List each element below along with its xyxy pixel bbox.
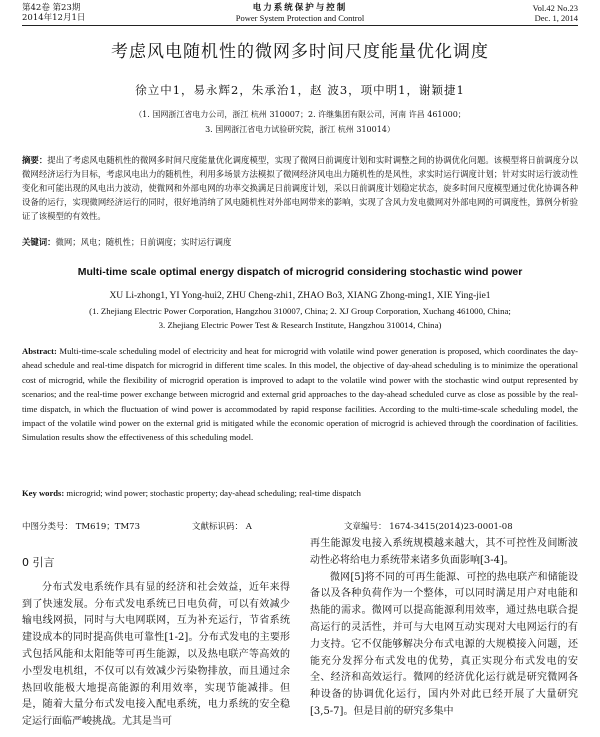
keywords-cn [22, 236, 578, 248]
section-heading: 0 引言 [22, 556, 55, 569]
keywords-en-label: Key words: [22, 488, 65, 498]
abstract-en-text: Multi-time-scale scheduling model of electricity and heat for microgrid with volatile wind power generation is proposed, which coordinates the day-ahead schedule and real-time dispatch for microgrid in different time scales. In this model, the objective of day-ahead scheduling is to minimize the operational cost of microgrid, while the flexibility of microgrid operation is improved to adapt to the volatile wind power with the stochastic wind output represented by scenarios; and the real-time power exchange between microgrid and external grid approaches to the day-ahead scheduled curve as close as possible by the real-time dispatch, in which the fluctuation of wind power is accommodated by rapid response facilities. According to the multi-time-scale scheduling model, the impact of the volatile wind power on the external grid is mitigated while the economic operation of microgrid is achieved through the coordination of facilities. Simulation results show the effectiveness of this scheduling model. [22, 346, 579, 443]
volume-issue-cn: 第42卷 第23期 [22, 3, 81, 13]
keywords-en [22, 488, 578, 498]
document-code: 文献标识码： A [192, 522, 252, 532]
issue-date-cn: 2014年12月1日 [22, 13, 86, 23]
abstract-en [22, 344, 578, 445]
affiliation-cn-2: 3. 国网浙江省电力试验研究院，浙江 杭州 310014） [205, 125, 395, 134]
authors-cn: 徐立中1，易永辉2，朱承治1，赵 波3，项中明1，谢颖捷1 [135, 83, 465, 97]
keywords-cn-label: 关键词： [22, 237, 56, 247]
body-column-right [310, 536, 578, 721]
body-paragraph: 分布式发电系统作具有显的经济和社会效益，近年来得到了快速发展。分布式发电系统已日电负荷，可以有效减少输电线网损，同时与大电网联网，互为补充运行，节省系统建设成本的同时提高供电可靠性[1-2]。分布式发电的主要形式包括风能和太阳能等可再生能源，以及热电联产等高效的小型发电机组，不仅可以有效减少污染物排放，而且通过余热回收能极大地提高能源的利用效率，实现节能减排。但是，随着大量分布式发电接入配电系统，电力系统的安全稳定运行面临严峻挑战。尤其是当可 [22, 581, 290, 728]
running-header [22, 3, 578, 26]
paper-title-cn: 考虑风电随机性的微网多时间尺度能量优化调度 [111, 42, 489, 62]
body-paragraph: 微网[5]将不同的可再生能源、可控的热电联产和储能设备以及各种负荷作为一个整体，可以同时满足用户对电能和热能的需求。微网可以提高能源利用效率，通过热电联合提高运行的灵活性，并可与大电网互动实现对大电网运行的有力支持。它不仅能够解决分布式电源的大规模接入问题，还能充分发挥分布式发电的优势，真正实现分布式发电的安全、经济和高效运行。微网的经济优化运行就是研究微网各种设备的协调优化运行，国内外对此已经开展了大量研究[3,5-7]。但是目前的研究多集中 [310, 571, 578, 717]
clc-number: 中图分类号： TM619；TM73 [22, 522, 140, 532]
journal-name-cn: 电力系统保护与控制 [252, 3, 348, 13]
paper-title-en: Multi-time scale optimal energy dispatch of microgrid considering stochastic wind power [77, 266, 523, 278]
journal-name-en: Power System Protection and Control [235, 13, 365, 23]
authors-en: XU Li-zhong1, YI Yong-hui2, ZHU Cheng-zhi1, ZHAO Bo3, XIANG Zhong-ming1, XIE Ying-jie1 [109, 291, 491, 301]
classification-line [22, 520, 578, 532]
affiliation-cn-1: （1. 国网浙江省电力公司，浙江 杭州 310007；2. 许继集团有限公司，河南 许昌 461000； [134, 110, 466, 119]
body-column-left [22, 555, 290, 731]
body-paragraph: 再生能源发电接入系统规模越来越大，其不可控性及间断波动性必将给电力系统带来诸多负面影响[3-4]。 [310, 538, 578, 566]
issue-date-en: Dec. 1, 2014 [534, 13, 578, 23]
article-number: 文章编号： 1674-3415(2014)23-0001-08 [344, 522, 513, 532]
volume-issue-en: Vol.42 No.23 [532, 3, 578, 13]
abstract-cn [22, 153, 578, 223]
keywords-en-text: microgrid; wind power; stochastic property; day-ahead scheduling; real-time dispatch [66, 488, 361, 498]
abstract-cn-label: 摘要： [22, 155, 48, 165]
abstract-cn-text: 提出了考虑风电随机性的微网多时间尺度能量优化调度模型，实现了微网日前调度计划和实时调整之间的协调优化问题。该模型将日前调度分以微网经济运行为目标，考虑风电出力的随机性，利用多场景方法模拟了微网经济风电出力随机性的是风性，求实时运行调度计划；针对实时运行波动性变化和可能出现的风电出力波动，使微网和外部电网的功率交换满足日前调度计划，采以日前调度计划稳定状态，旋多时间尺度模型通过优化协调各种设备的运行，实现微网经济运行的同时，很好地消纳了风电随机性对外部电网带来的影响，实现了含风力发电微网对外部电网的可调度性，算例分析验证了该模型的有效性。 [22, 155, 579, 221]
header-center [22, 3, 578, 23]
affiliation-en-2: 3. Zhejiang Electric Power Test & Research Institute, Hangzhou 310014, China) [158, 320, 442, 330]
keywords-cn-text: 微网；风电；随机性；日前调度；实时运行调度 [55, 237, 232, 247]
header-right [533, 3, 578, 23]
affiliation-en-1: (1. Zhejiang Electric Power Corporation, Hangzhou 310007, China; 2. XJ Group Corporation, Xuchang 461000, China; [89, 306, 511, 316]
abstract-en-label: Abstract: [22, 346, 57, 356]
